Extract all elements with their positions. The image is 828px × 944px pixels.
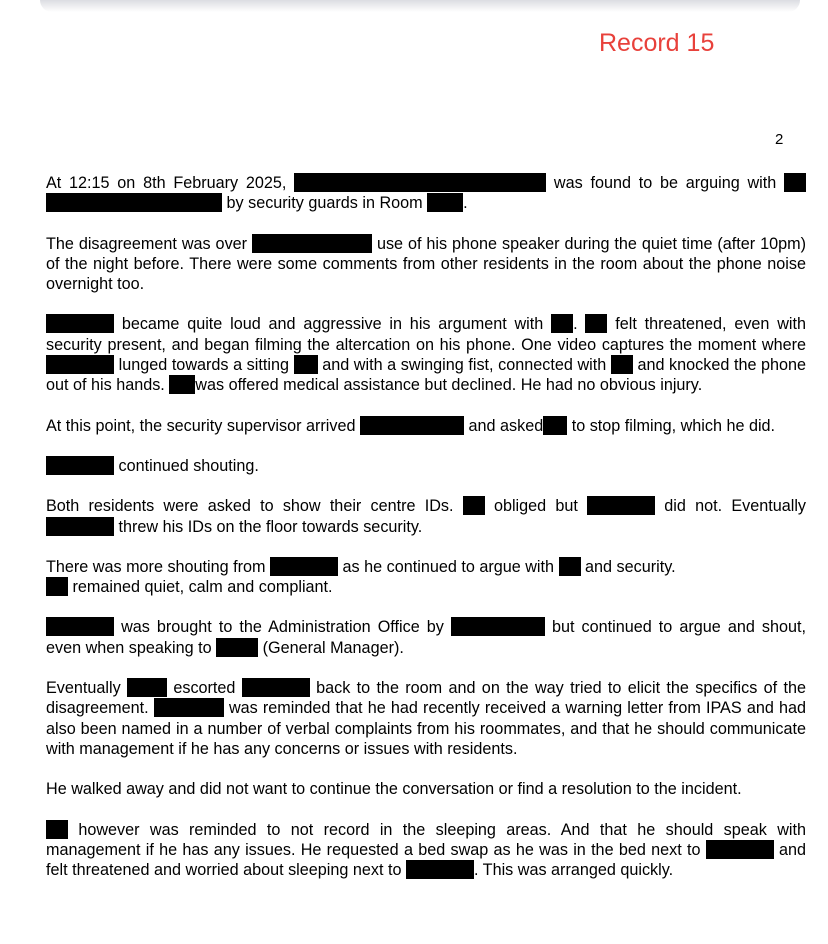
redaction-box	[46, 355, 114, 374]
redaction-box	[543, 416, 567, 435]
paragraph-3	[46, 314, 806, 395]
redaction-box	[46, 314, 114, 333]
text-segment: There was more shouting from	[46, 557, 266, 576]
redaction-box	[46, 577, 68, 596]
text-segment: felt threatened, even with security present, and began filming the altercation on his phone. One video captures the moment where	[46, 315, 807, 354]
paragraph-7	[46, 557, 806, 598]
redaction-box	[551, 314, 573, 333]
text-segment: became quite loud and aggressive in his argument with	[121, 315, 544, 334]
text-segment: was found to be arguing with	[553, 174, 777, 192]
text-segment: however was reminded to not record in the sleeping areas. And that he should speak with management if he has any issues. He requested a bed swap as he was in the bed next to	[46, 820, 806, 859]
text-segment: by security guards in Room	[226, 194, 423, 213]
redaction-box	[294, 173, 546, 192]
redaction-box	[427, 193, 463, 212]
redaction-box	[587, 496, 655, 515]
text-segment: was reminded that he had recently received a warning letter from IPAS and had also been named in a number of verbal complaints from his roommates, and that he should communicate with management if he has any concerns or issues with residents.	[46, 699, 807, 758]
redaction-box	[360, 416, 464, 435]
text-segment: He walked away and did not want to continue the conversation or find a resolution to the incident.	[46, 780, 742, 799]
text-segment: threw his IDs on the floor towards security.	[118, 517, 423, 536]
text-segment: to stop filming, which he did.	[571, 416, 776, 435]
text-segment: Both residents were asked to show their centre IDs.	[46, 497, 454, 516]
paragraph-2	[46, 234, 806, 295]
text-segment: lunged towards a sitting	[118, 356, 289, 375]
redaction-box	[451, 617, 545, 636]
text-segment: escorted	[173, 679, 236, 698]
record-title: Record 15	[599, 29, 715, 57]
redaction-box	[706, 840, 774, 859]
paragraph-1	[46, 173, 806, 214]
text-segment: as he continued to argue with	[342, 557, 555, 576]
redaction-box	[463, 496, 485, 515]
text-segment: did not. Eventually	[664, 497, 807, 516]
paragraph-6	[46, 496, 806, 537]
redaction-box	[611, 355, 633, 374]
text-segment: and knocked the phone out of his hands.	[46, 356, 807, 395]
text-segment: . This was arranged quickly.	[473, 861, 674, 880]
text-segment: was brought to the Administration Office by	[121, 618, 444, 637]
redaction-box	[127, 678, 167, 697]
redaction-box	[169, 375, 195, 394]
redaction-box	[46, 820, 68, 839]
redaction-box	[46, 617, 114, 636]
redaction-box	[46, 517, 114, 536]
text-segment: but continued to argue and shout, even when speaking to	[46, 618, 806, 657]
redaction-box	[294, 355, 318, 374]
redaction-box	[46, 456, 114, 475]
text-segment: was offered medical assistance but declined. He had no obvious injury.	[195, 376, 703, 395]
redaction-box	[406, 860, 474, 879]
redaction-box	[784, 173, 806, 192]
text-segment: continued shouting.	[118, 456, 259, 475]
redaction-box	[585, 314, 607, 333]
redaction-box	[216, 638, 258, 657]
redaction-box	[242, 678, 310, 697]
paragraph-9	[46, 678, 806, 759]
paragraph-5	[46, 456, 806, 476]
redaction-box	[270, 557, 338, 576]
redaction-box	[252, 234, 372, 253]
text-segment: Eventually	[46, 679, 121, 698]
text-segment: At this point, the security supervisor arrived	[46, 416, 356, 435]
redaction-box	[154, 698, 224, 717]
paragraph-4	[46, 416, 806, 436]
page-number: 2	[775, 131, 784, 148]
text-segment: .	[463, 194, 468, 213]
text-segment: (General Manager).	[262, 638, 404, 657]
page-edge-shadow	[40, 0, 800, 12]
text-segment: remained quiet, calm and compliant.	[72, 578, 333, 597]
text-segment: and asked	[468, 416, 544, 435]
text-segment: use of his phone speaker during the quiet time (after 10pm) of the night before. There were some comments from other residents in the room about the phone noise overnight too.	[46, 234, 807, 294]
text-segment: obliged but	[493, 497, 578, 516]
text-segment: and with a swinging fist, connected with	[322, 356, 607, 375]
paragraph-8	[46, 617, 806, 658]
document-body	[46, 173, 806, 880]
text-segment: and security.	[585, 557, 676, 576]
text-segment: back to the room and on the way tried to elicit the specifics of the disagreement.	[46, 679, 806, 718]
paragraph-10	[46, 779, 806, 799]
text-segment: .	[573, 315, 578, 334]
text-segment: and felt threatened and worried about sleeping next to	[46, 840, 807, 880]
redaction-box	[559, 557, 581, 576]
text-segment: The disagreement was over	[46, 234, 248, 253]
paragraph-11	[46, 820, 806, 881]
text-segment: At 12:15 on 8th February 2025,	[46, 174, 287, 192]
redaction-box	[46, 193, 222, 212]
